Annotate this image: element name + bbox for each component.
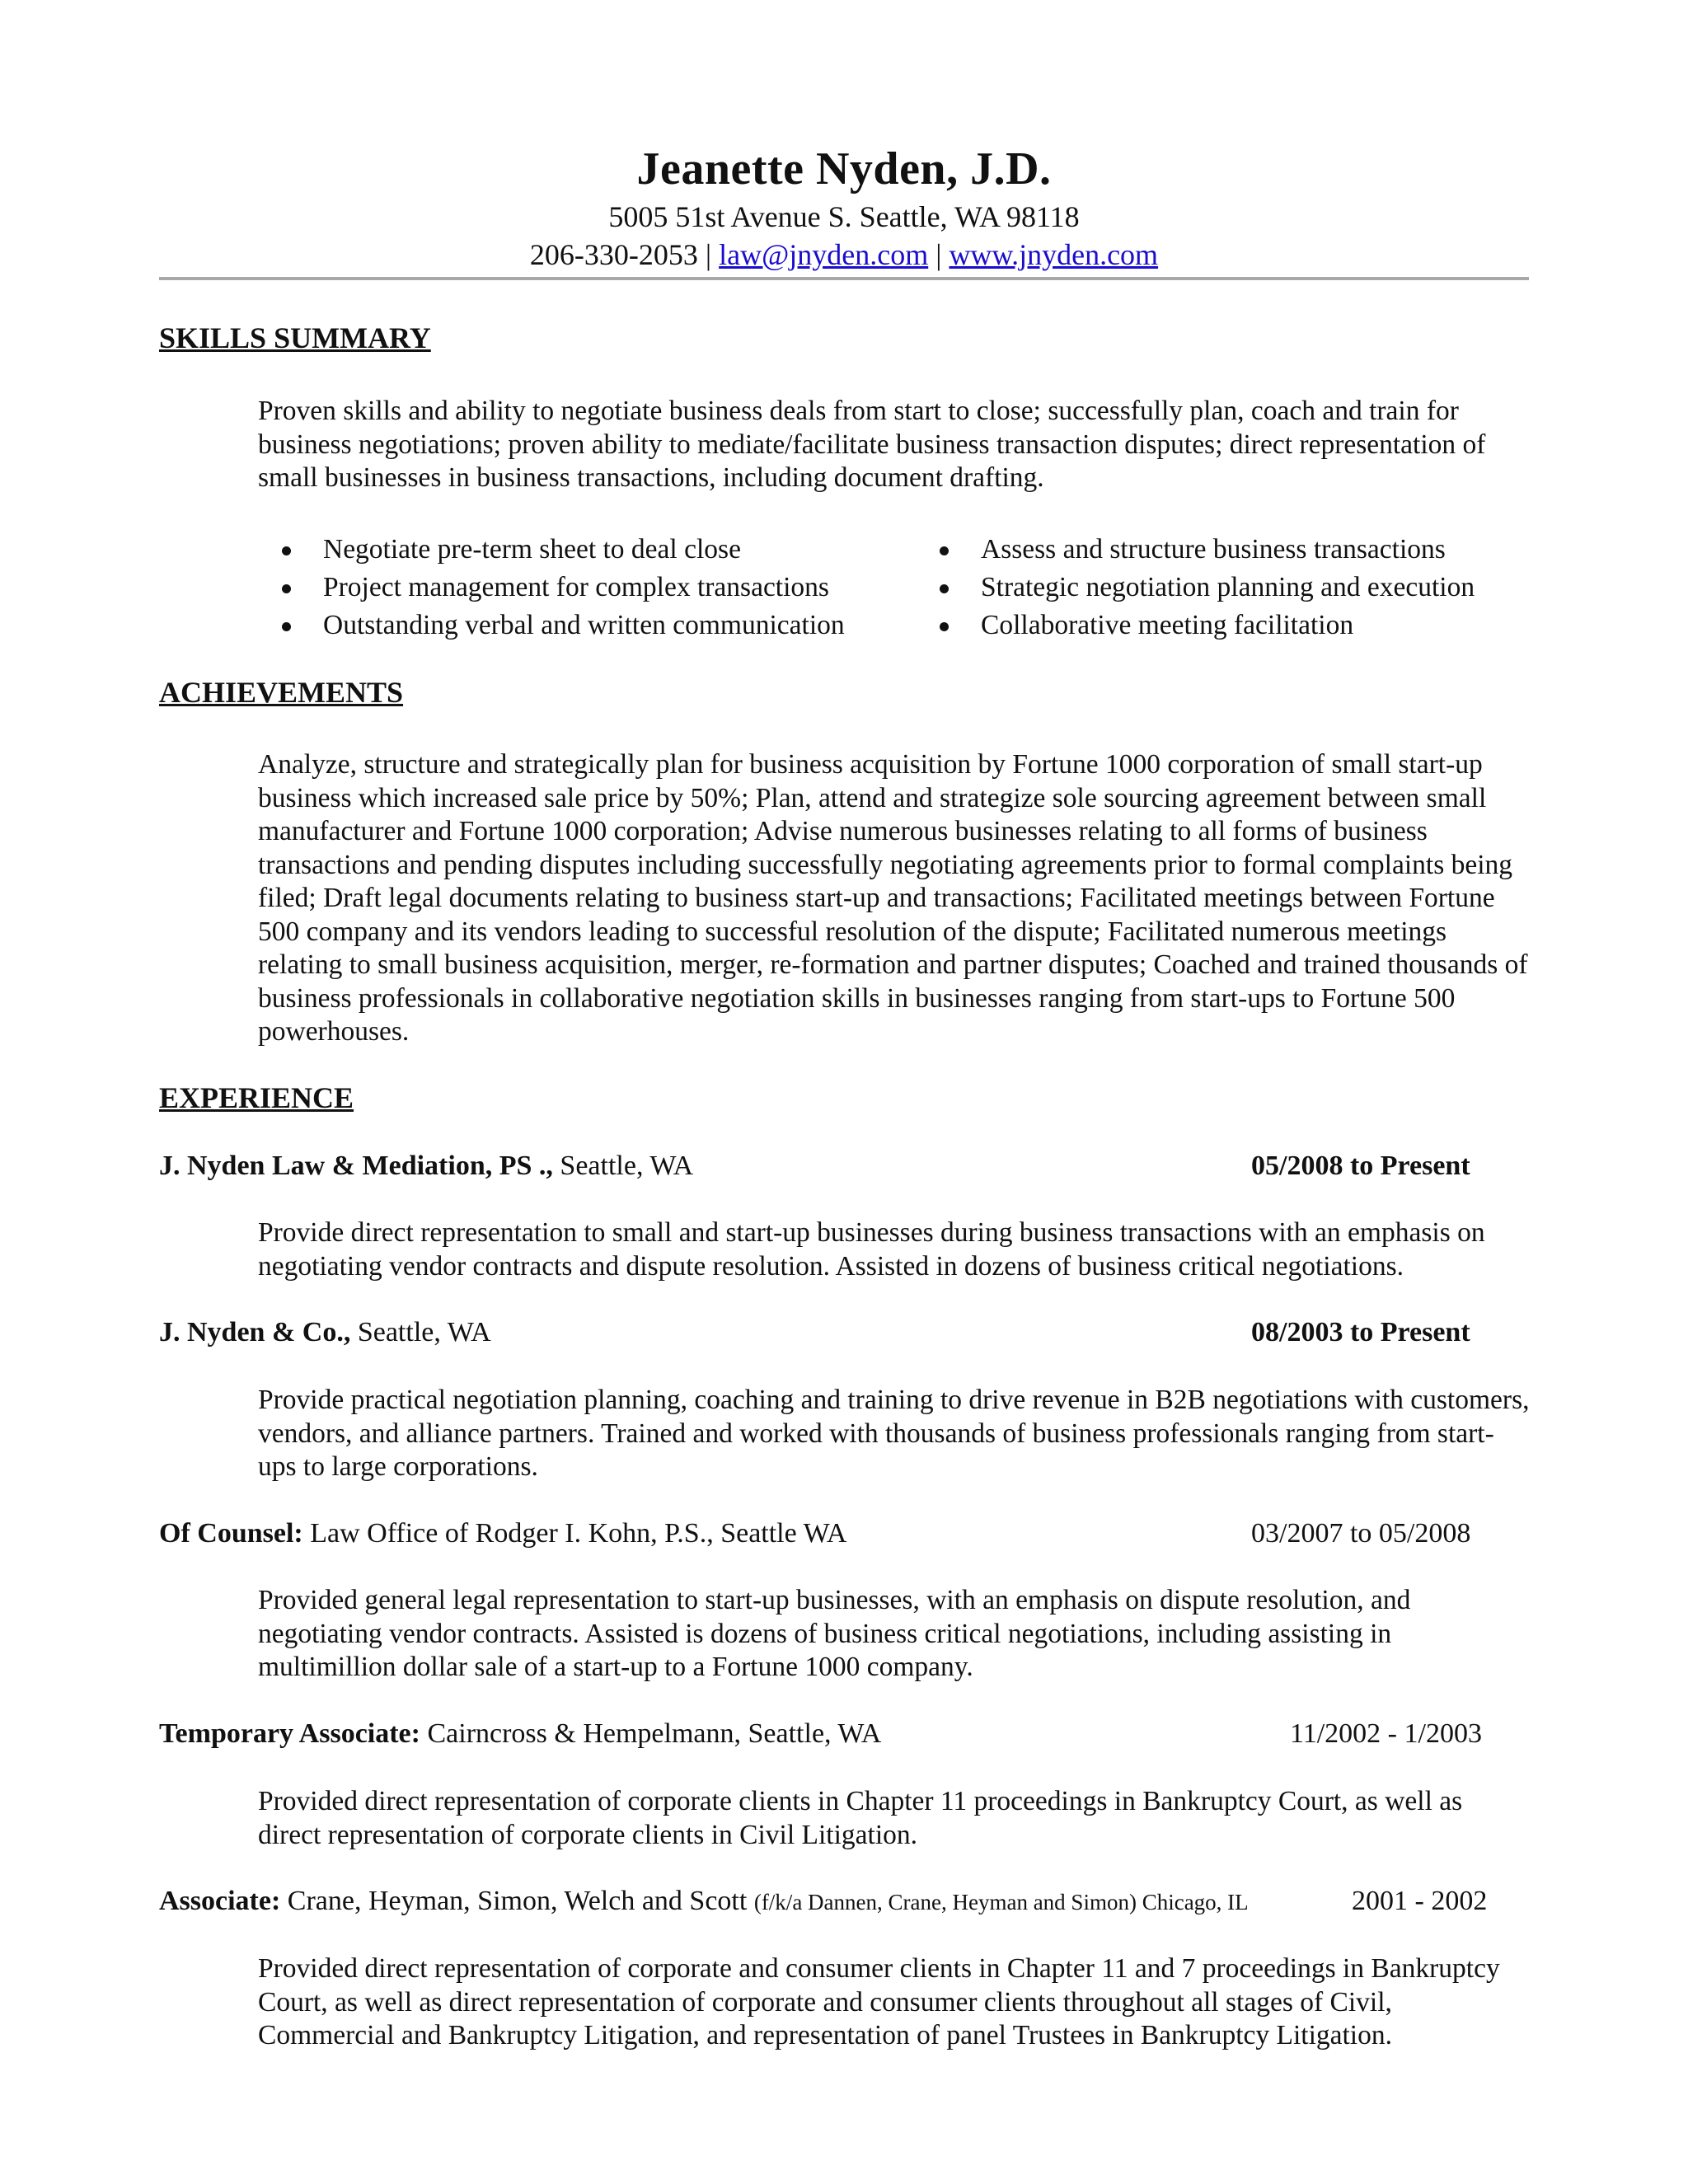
list-item: Outstanding verbal and written communication — [323, 607, 845, 644]
job-description: Provide direct representation to small and start-up businesses during business transactions with an emphasis on negotiating vendor contracts and dispute resolution. Assisted in dozens of business critical negotiations. — [258, 1217, 1485, 1282]
job-dates: 08/2003 to Present — [1251, 1317, 1470, 1347]
bullet-icon — [940, 622, 949, 631]
contact-separator: | — [935, 238, 942, 271]
job-detail: Cairncross & Hempelmann, Seattle, WA — [420, 1718, 882, 1749]
bullet-icon — [282, 622, 291, 631]
website-link[interactable]: www.jnyden.com — [949, 238, 1159, 271]
job-detail: Law Office of Rodger I. Kohn, P.S., Seattle WA — [302, 1518, 847, 1549]
phone-number: 206-330-2053 — [529, 238, 698, 271]
header-divider — [159, 277, 1529, 280]
job-note: (f/k/a Dannen, Crane, Heyman and Simon) Chicago, IL — [753, 1890, 1249, 1915]
job-detail: Seattle, WA — [350, 1317, 491, 1347]
list-item: Strategic negotiation planning and execution — [981, 569, 1475, 607]
job-dates: 03/2007 to 05/2008 — [1251, 1518, 1471, 1549]
achievements-heading: ACHIEVEMENTS — [159, 676, 404, 709]
job-detail: Crane, Heyman, Simon, Welch and Scott — [280, 1886, 754, 1916]
email-link[interactable]: law@jnyden.com — [719, 238, 929, 271]
job-organization: J. Nyden Law & Mediation, PS ., — [159, 1151, 553, 1181]
candidate-name: Jeanette Nyden, J.D. — [636, 143, 1052, 194]
job-header — [159, 1315, 1544, 1350]
address-line: 5005 51st Avenue S. Seattle, WA 98118 — [608, 200, 1080, 233]
job-detail: Seattle, WA — [552, 1151, 694, 1181]
job-organization: Of Counsel: — [159, 1518, 303, 1549]
job-organization: Associate: — [159, 1886, 281, 1916]
contact-separator: | — [705, 238, 712, 271]
job-organization: Temporary Associate: — [159, 1718, 420, 1749]
skills-summary-heading: SKILLS SUMMARY — [159, 321, 431, 354]
job-description: Provided general legal representation to start-up businesses, with an emphasis on dispute resolution, and negotiating vendor contracts. Assisted is dozens of business critical negotiations, including assisting in multimillion dollar sale of a start-up to a Fortune 1000 company. — [258, 1585, 1411, 1682]
job-dates: 05/2008 to Present — [1251, 1151, 1470, 1181]
job-header — [159, 1149, 1544, 1183]
skills-left-column — [323, 531, 845, 644]
job-description: Provide practical negotiation planning, coaching and training to drive revenue in B2B negotiations with customers, vendors, and alliance partners. Trained and worked with thousands of business professionals ranging from start-ups to large corporations. — [258, 1385, 1530, 1482]
list-item: Assess and structure business transactions — [981, 531, 1475, 569]
bullet-icon — [282, 584, 291, 593]
experience-heading: EXPERIENCE — [159, 1081, 354, 1114]
bullet-icon — [940, 584, 949, 593]
list-item: Negotiate pre-term sheet to deal close — [323, 531, 845, 569]
job-header — [159, 1717, 1544, 1751]
job-dates: 11/2002 - 1/2003 — [1290, 1718, 1482, 1749]
contact-line — [0, 236, 1688, 274]
resume-header — [0, 140, 1688, 274]
job-header — [159, 1516, 1544, 1551]
bullet-icon — [282, 546, 291, 555]
job-description: Provided direct representation of corporate clients in Chapter 11 proceedings in Bankruptcy Court, as well as direct representation of corporate clients in Civil Litigation. — [258, 1786, 1463, 1850]
job-description: Provided direct representation of corporate and consumer clients in Chapter 11 and 7 proceedings in Bankruptcy Court, as well as direct representation of corporate and consumer clients throughout all stages of Civil, Commercial and Bankruptcy Litigation, and representation of panel Trustees in Bankruptcy Litigation. — [258, 1953, 1500, 2050]
list-item: Project management for complex transactions — [323, 569, 845, 607]
job-dates: 2001 - 2002 — [1352, 1886, 1488, 1916]
skills-right-column — [981, 531, 1475, 644]
bullet-icon — [940, 546, 949, 555]
list-item: Collaborative meeting facilitation — [981, 607, 1475, 644]
job-organization: J. Nyden & Co., — [159, 1317, 351, 1347]
achievements-text: Analyze, structure and strategically plan for business acquisition by Fortune 1000 corporation of small start-up business which increased sale price by 50%; Plan, attend and strategize sole sourcing agreement between small manufacturer and Fortune 1000 corporation; Advise numerous businesses relating to all forms of business transactions and pending disputes including successfully negotiating agreements prior to formal complaints being filed; Draft legal documents relating to business start-up and transactions; Facilitated meetings between Fortune 500 company and its vendors leading to successful resolution of the dispute; Facilitated numerous meetings relating to small business acquisition, merger, re-formation and partner disputes; Coached and trained thousands of business professionals in collaborative negotiation skills in businesses ranging from start-ups to Fortune 500 powerhouses. — [258, 749, 1528, 1047]
skills-summary-text: Proven skills and ability to negotiate business deals from start to close; successfully plan, coach and train for business negotiations; proven ability to mediate/facilitate business transaction disputes; direct representation of small businesses in business transactions, including document drafting. — [258, 396, 1486, 493]
job-header — [159, 1884, 1544, 1919]
